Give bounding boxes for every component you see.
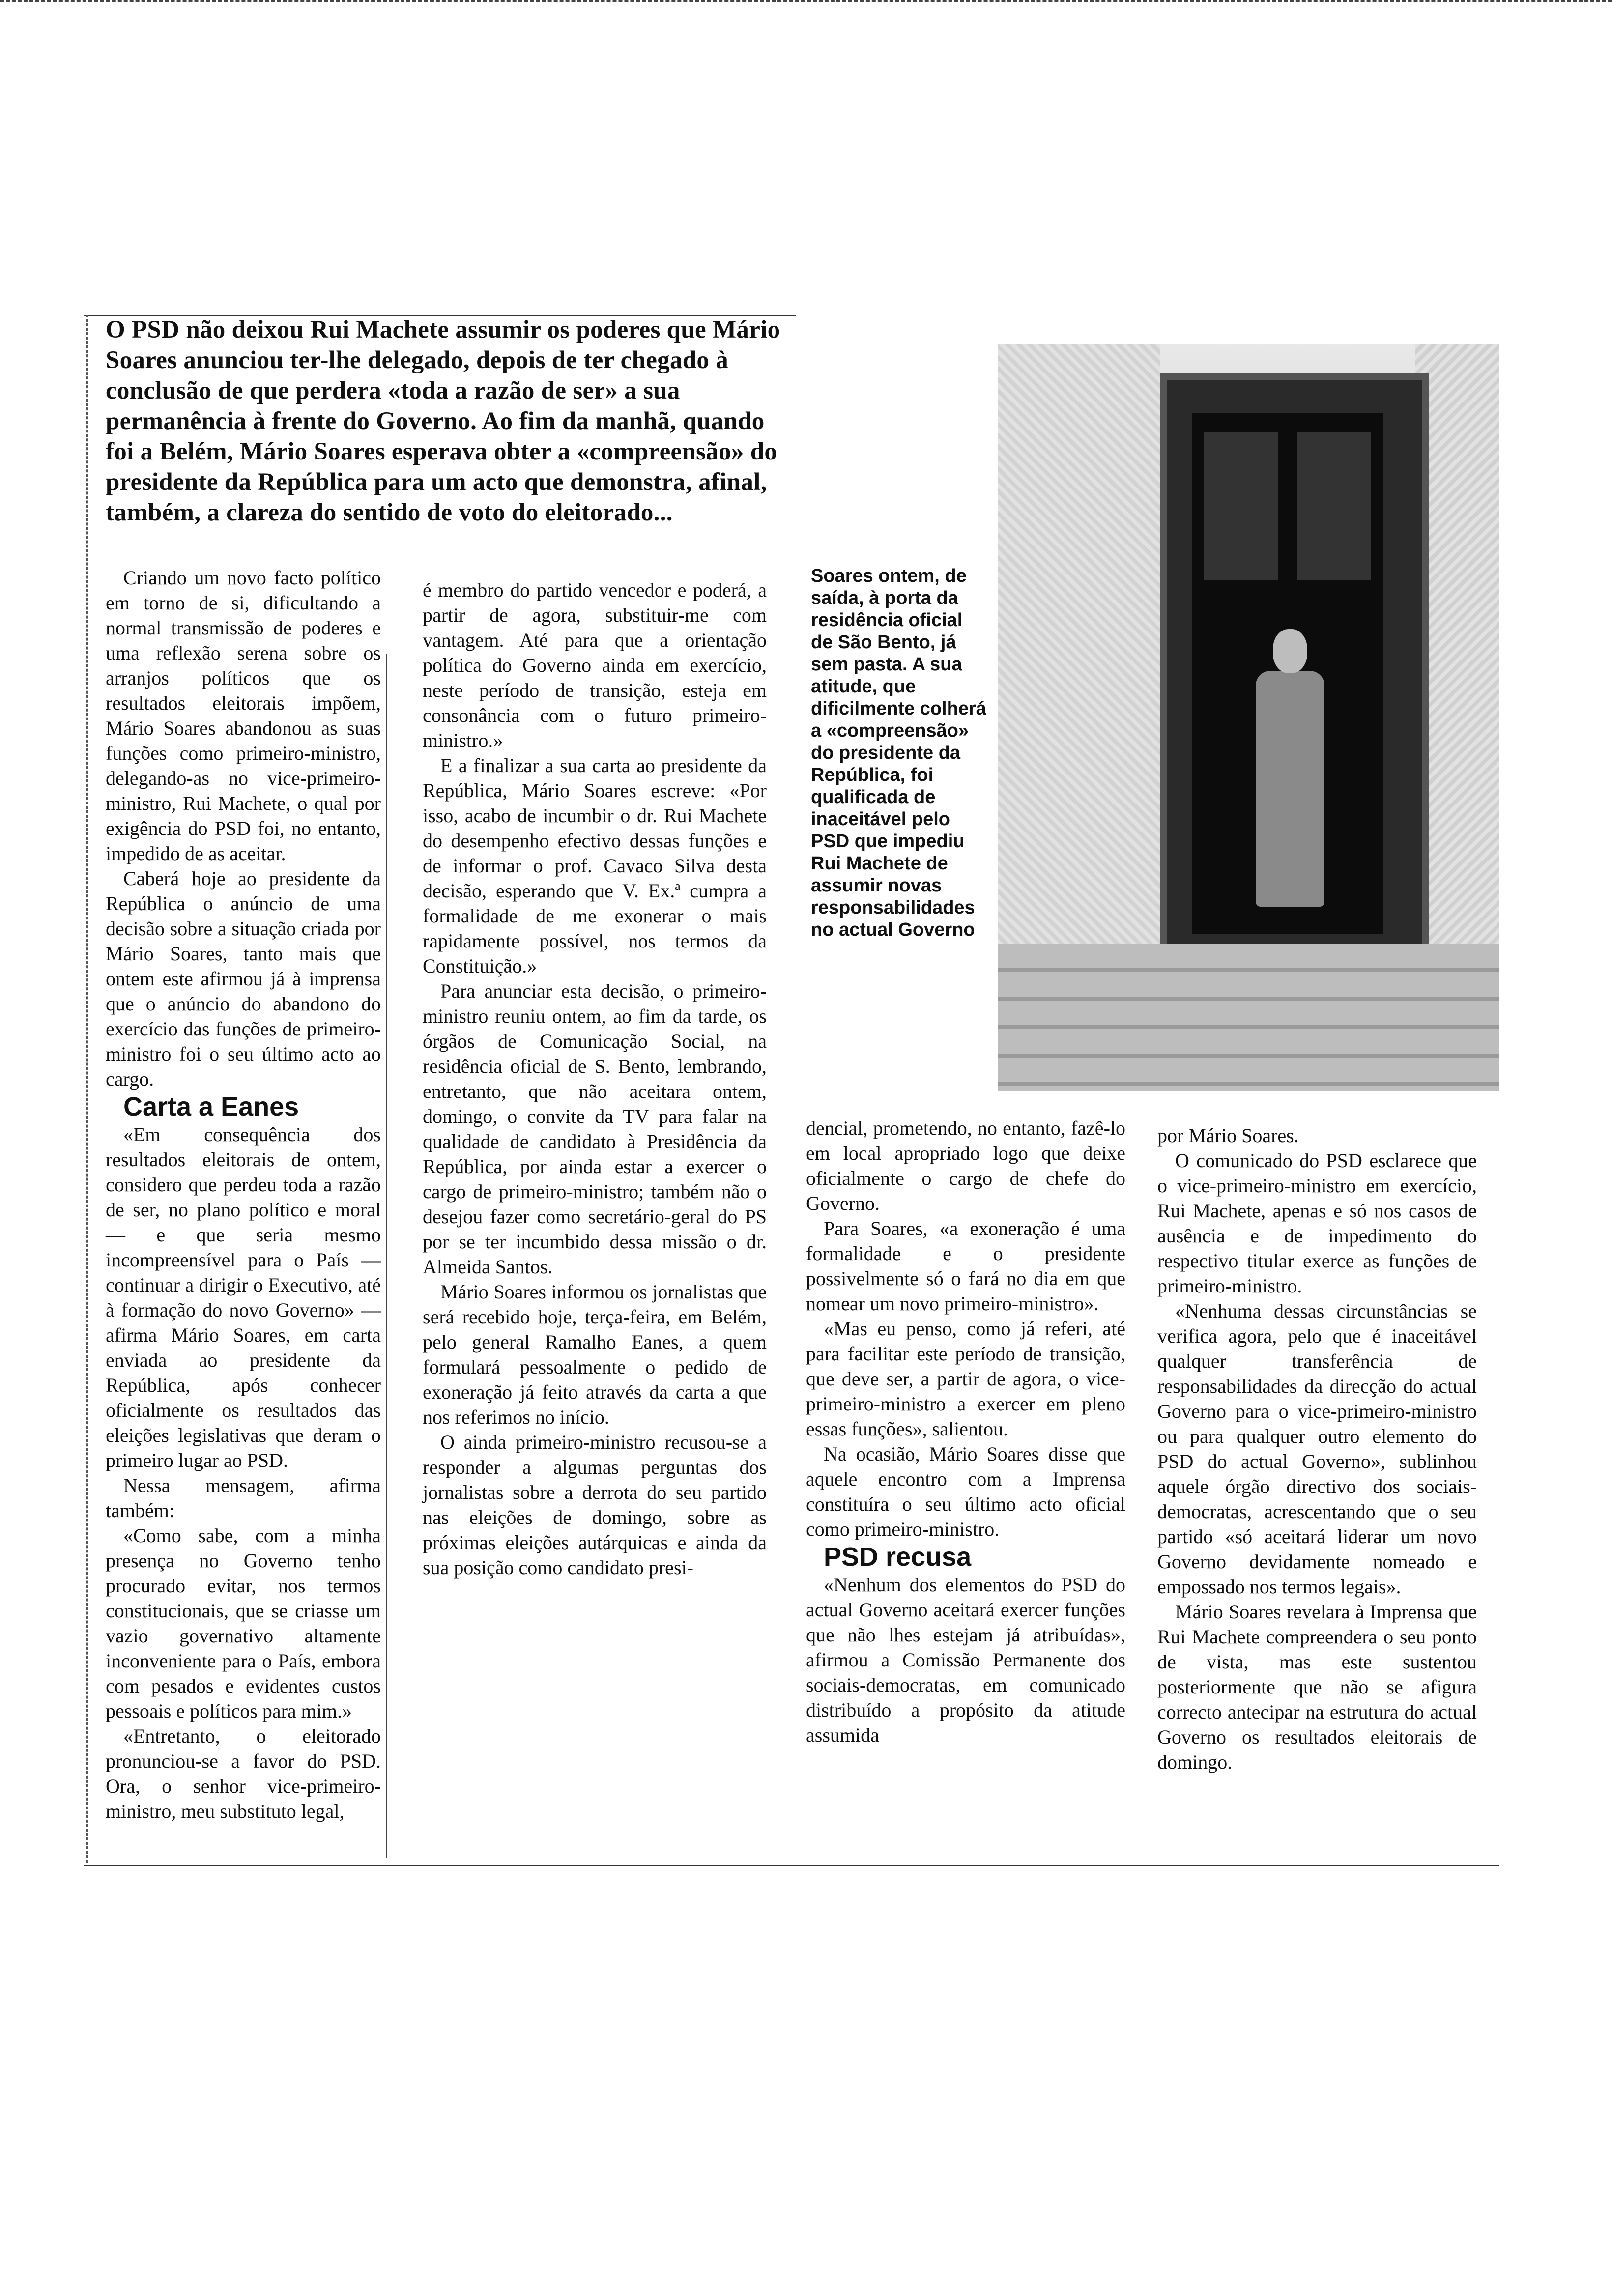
- paragraph: por Mário Soares.: [1157, 1124, 1299, 1147]
- photo-caption: Soares ontem, de saída, à porta da residência oficial de São Bento, já sem pasta. A sua atitude, que dificilmente colherá a «compreensão» do presidente da República, foi qualificada de inaceitável pelo PSD que impediu Rui Machete de assumir novas responsabilidades no actual Governo: [811, 566, 986, 940]
- subhead-carta-a-eanes: Carta a Eanes: [123, 1092, 299, 1121]
- article-headline: O PSD não deixou Rui Machete assumir os poderes que Mário Soares anunciou ter-lhe delegado, depois de ter chegado à conclusão de que perdera «toda a razão de ser» a sua permanência à frente do Governo. Ao fim da manhã, quando foi a Belém, Mário Soares esperava obter a «compreensão» do presidente da República para um acto que demonstra, afinal, também, a clareza do sentido de voto do eleitorado...: [106, 316, 780, 526]
- paragraph: «Nenhuma dessas circunstâncias se verifica agora, pelo que é inaceitável qualquer transferência de responsabilidades da direcção do actual Governo para o vice-primeiro-ministro ou para qualquer outro elemento do PSD do actual Governo», sublinhou aquele órgão directivo dos sociais-democratas, acrescentando que o seu partido «só aceitará liderar um novo Governo devidamente nomeado e empossado nos termos legais».: [1157, 1300, 1477, 1598]
- paragraph: «Como sabe, com a minha presença no Governo tenho procurado evitar, nos termos constitucionais, que se criasse um vazio governativo altamente inconveniente para o País, embora com pesados e evidentes custos pessoais e políticos para mim.»: [106, 1524, 381, 1722]
- scan-top-edge: [0, 0, 1612, 7]
- column-divider: [386, 654, 387, 1858]
- subhead-psd-recusa: PSD recusa: [824, 1542, 972, 1572]
- paragraph: E a finalizar a sua carta ao presidente da República, Mário Soares escreve: «Por isso, acabo de incumbir o dr. Rui Machete do desempenho efectivo dessas funções e de informar o prof. Cavaco Silva desta decisão, esperando que V. Ex.ª cumpra a formalidade de me exonerar o mais rapidamente possível, nos termos da Constituição.»: [423, 754, 767, 977]
- clipping-border-left: [86, 315, 88, 1863]
- article-column-4: [1157, 1123, 1477, 1775]
- paragraph: Criando um novo facto político em torno de si, dificultando a normal transmissão de poderes e uma reflexão serena sobre os arranjos políticos que os resultados eleitorais impõem, Mário Soares abandonou as suas funções como primeiro-ministro, delegando-as no vice-primeiro-ministro, Rui Machete, o qual por exigência do PSD foi, no entanto, impedido de as aceitar.: [106, 567, 381, 864]
- paragraph: Caberá hoje ao presidente da República o anúncio de uma decisão sobre a situação criada por Mário Soares, tanto mais que ontem este afirmou já à imprensa que o anúncio do abandono do exercício das funções de primeiro-ministro foi o seu último acto ao cargo.: [106, 867, 381, 1090]
- paragraph: «Em consequência dos resultados eleitorais de ontem, considero que perdeu toda a razão de ser, no plano político e moral — e que seria mesmo incompreensível para o País — continuar a dirigir o Executivo, até à formação do novo Governo» — afirma Mário Soares, em carta enviada ao presidente da República, após conhecer oficialmente os resultados das eleições legislativas que deram o primeiro lugar ao PSD.: [106, 1123, 381, 1471]
- paragraph: Para Soares, «a exoneração é uma formalidade e o presidente possivelmente só o fará no dia em que nomear um novo primeiro-ministro».: [806, 1217, 1125, 1315]
- article-column-2: [423, 577, 767, 1580]
- paragraph: é membro do partido vencedor e poderá, a partir de agora, substituir-me com vantagem. Até para que a orientação política do Governo ainda em exercício, neste período de transição, esteja em consonância com o futuro primeiro-ministro.»: [423, 579, 767, 751]
- paragraph: O ainda primeiro-ministro recusou-se a responder a algumas perguntas dos jornalistas sobre a derrota do seu partido nas eleições de domingo, sobre as próximas eleições autárquicas e ainda da sua posição como candidato presi-: [423, 1431, 767, 1578]
- clipping-border-bottom: [84, 1865, 1499, 1866]
- paragraph: Mário Soares revelara à Imprensa que Rui Machete compreendera o seu ponto de vista, mas este sustentou posteriormente que não se afigura correcto antecipar na estrutura do actual Governo os resultados eleitorais de domingo.: [1157, 1601, 1477, 1773]
- paragraph: Na ocasião, Mário Soares disse que aquele encontro com a Imprensa constituíra o seu último acto oficial como primeiro-ministro.: [806, 1443, 1125, 1540]
- paragraph: Nessa mensagem, afirma também:: [106, 1474, 381, 1521]
- paragraph: Para anunciar esta decisão, o primeiro-ministro reuniu ontem, ao fim da tarde, os órgãos de Comunicação Social, na residência oficial de S. Bento, lembrando, entretanto, que não aceitara ontem, domingo, o convite da TV para falar na qualidade de candidato à Presidência da República, por ainda estar a exercer o cargo de primeiro-ministro; também não o desejou fazer como secretário-geral do PS por se ter incumbido dessa missão o dr. Almeida Santos.: [423, 980, 767, 1278]
- paragraph: «Entretanto, o eleitorado pronunciou-se a favor do PSD. Ora, o senhor vice-primeiro-ministro, meu substituto legal,: [106, 1725, 381, 1822]
- article-photo: [998, 344, 1499, 1091]
- article-column-3: [806, 1116, 1125, 1748]
- paragraph: O comunicado do PSD esclarece que o vice-primeiro-ministro em exercício, Rui Machete, apenas e só nos casos de ausência e de impedimento do respectivo titular exerce as funções de primeiro-ministro.: [1157, 1149, 1477, 1297]
- paragraph: «Mas eu penso, como já referi, até para facilitar este período de transição, que deve ser, a partir de agora, o vice-primeiro-ministro a exercer em pleno essas funções», salientou.: [806, 1318, 1125, 1440]
- article-column-1: [106, 565, 381, 1824]
- paragraph: «Nenhum dos elementos do PSD do actual Governo aceitará exercer funções que não lhes estejam já atribuídas», afirmou a Comissão Permanente dos sociais-democratas, em comunicado distribuído a propósito da atitude assumida: [806, 1574, 1125, 1746]
- paragraph: dencial, prometendo, no entanto, fazê-lo em local apropriado logo que deixe oficialmente o cargo de chefe do Governo.: [806, 1117, 1125, 1214]
- paragraph: Mário Soares informou os jornalistas que será recebido hoje, terça-feira, em Belém, pelo general Ramalho Eanes, a quem formulará pessoalmente o pedido de exoneração já feito através da carta a que nos referimos no início.: [423, 1281, 767, 1428]
